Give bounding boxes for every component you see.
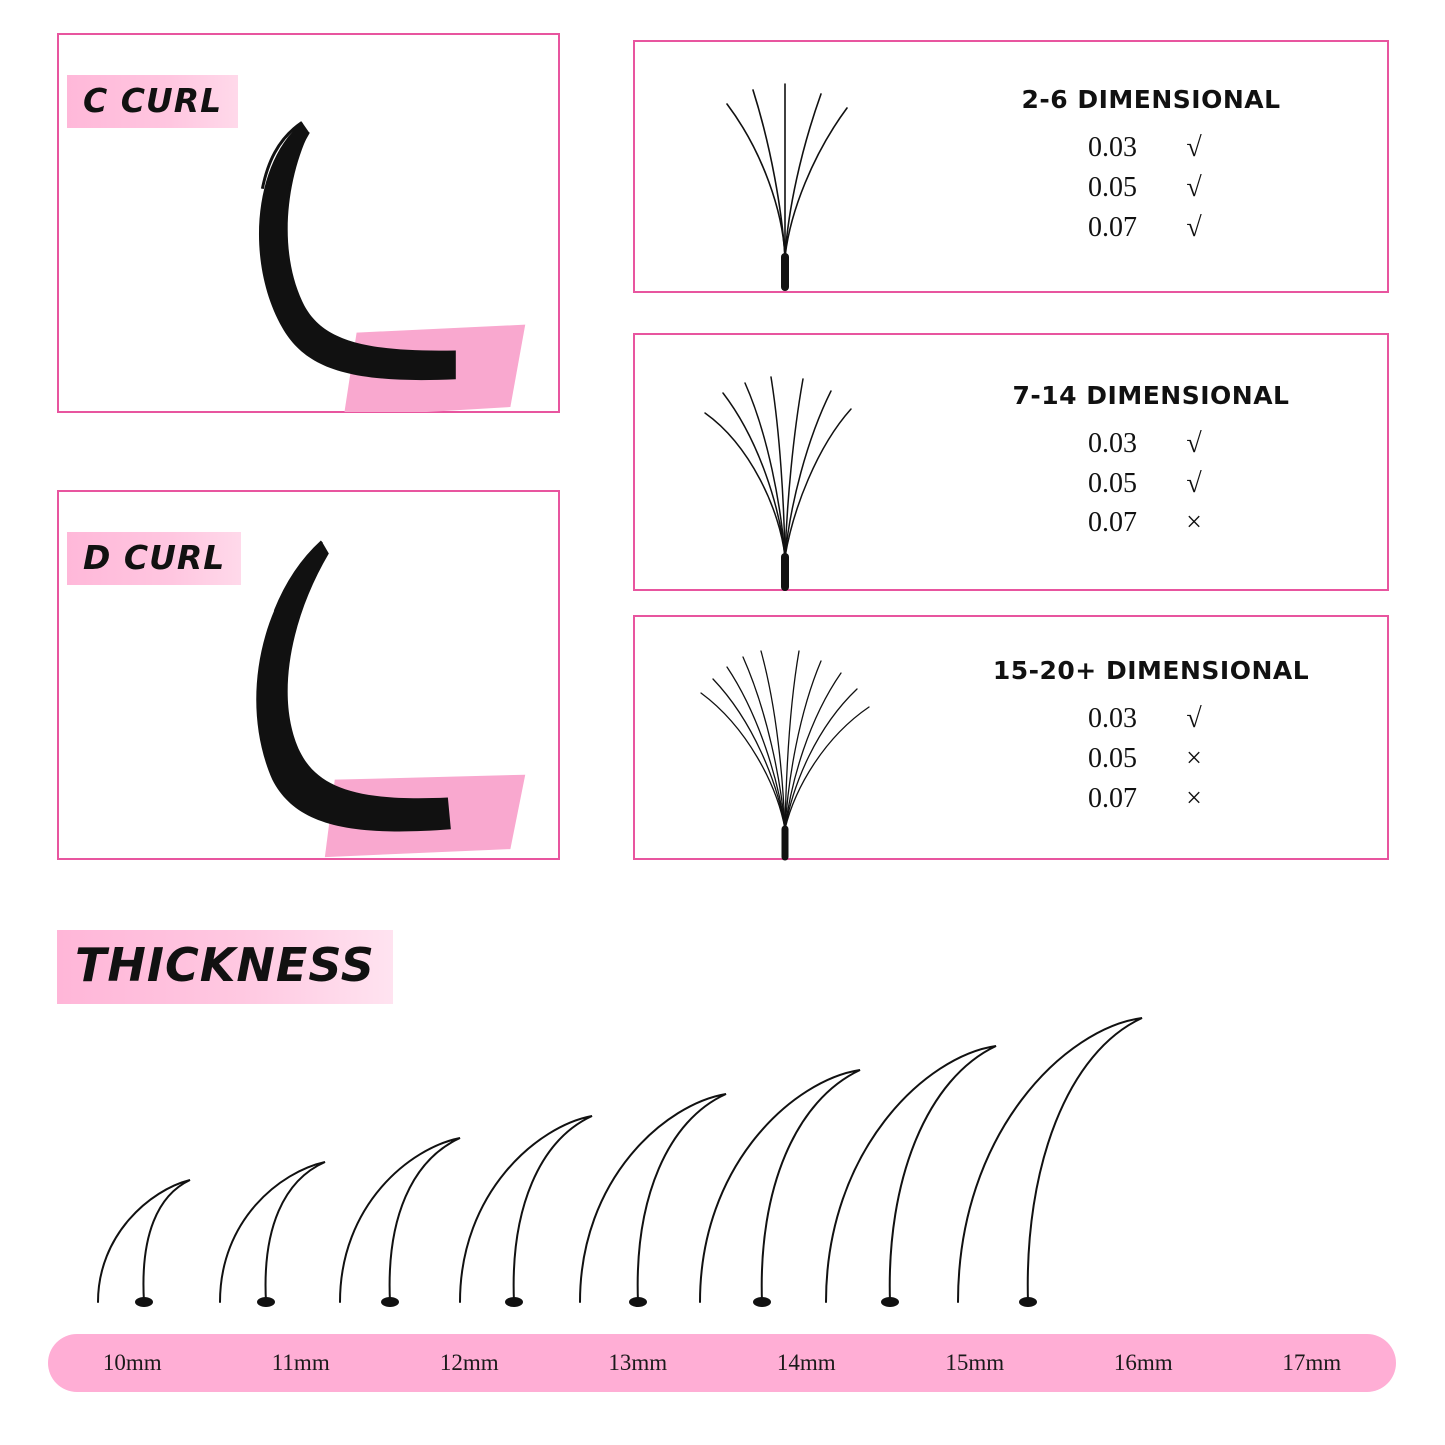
availability-mark: √: [1186, 467, 1202, 499]
d-curl-panel: [57, 490, 560, 860]
dimensional-title: 7-14 DIMENSIONAL: [1012, 380, 1290, 410]
dimensional-panel-15-20: [633, 615, 1389, 860]
length-label-bar: [48, 1334, 1396, 1392]
availability-mark: √: [1186, 427, 1202, 459]
lash-curve-17mm: [958, 1018, 1142, 1302]
dimensional-info-2-6: [935, 85, 1387, 247]
d-curl-tag: [67, 532, 241, 585]
c-curl-label: C CURL: [83, 81, 223, 120]
lash-curve-10mm: [98, 1180, 190, 1302]
thickness-label: THICKNESS: [75, 938, 375, 992]
thickness-row: [1088, 208, 1214, 248]
length-label-14mm: 14mm: [776, 1350, 836, 1375]
thickness-row: [1088, 739, 1214, 779]
thickness-row: [1088, 424, 1214, 464]
d-curl-label: D CURL: [83, 538, 226, 577]
lash-curve-14mm: [580, 1094, 726, 1302]
thickness-value: 0.03: [1088, 703, 1137, 735]
length-label-12mm: 12mm: [439, 1350, 499, 1375]
availability-mark: √: [1186, 172, 1202, 204]
fan-illustration-2-6: [635, 42, 935, 291]
availability-mark: √: [1186, 132, 1202, 164]
thickness-row: [1088, 503, 1214, 543]
lash-curve-16mm: [826, 1046, 996, 1302]
availability-mark: √: [1186, 703, 1202, 735]
availability-mark: ×: [1186, 782, 1202, 814]
length-label-16mm: 16mm: [1113, 1350, 1173, 1375]
thickness-value: 0.03: [1088, 132, 1137, 164]
length-label-15mm: 15mm: [945, 1350, 1005, 1375]
dimensional-info-7-14: [935, 381, 1387, 543]
length-label-17mm: 17mm: [1282, 1350, 1342, 1375]
thickness-row: [1088, 779, 1214, 819]
thickness-row: [1088, 128, 1214, 168]
lash-curve-15mm: [700, 1070, 860, 1302]
availability-mark: √: [1186, 211, 1202, 243]
thickness-row: [1088, 464, 1214, 504]
fan-illustration-15-20: [635, 617, 935, 858]
thickness-row: [1088, 168, 1214, 208]
thickness-row: [1088, 699, 1214, 739]
thickness-value: 0.07: [1088, 782, 1137, 814]
dimensional-panel-2-6: [633, 40, 1389, 293]
thickness-value: 0.05: [1088, 743, 1137, 775]
thickness-value: 0.05: [1088, 467, 1137, 499]
thickness-value: 0.03: [1088, 427, 1137, 459]
thickness-value: 0.05: [1088, 172, 1137, 204]
thickness-value: 0.07: [1088, 211, 1137, 243]
dimensional-title: 15-20+ DIMENSIONAL: [992, 656, 1310, 686]
lash-curve-11mm: [220, 1162, 325, 1302]
length-label-10mm: 10mm: [102, 1350, 162, 1375]
lash-curve-13mm: [460, 1116, 592, 1302]
dimensional-panel-7-14: [633, 333, 1389, 591]
lash-curve-12mm: [340, 1138, 460, 1302]
availability-mark: ×: [1186, 743, 1202, 775]
thickness-value: 0.07: [1088, 507, 1137, 539]
c-curl-panel: [57, 33, 560, 413]
lash-length-illustrations: [40, 980, 1410, 1310]
availability-mark: ×: [1186, 507, 1202, 539]
fan-illustration-7-14: [635, 335, 935, 589]
dimensional-title: 2-6 DIMENSIONAL: [1021, 85, 1281, 115]
length-label-13mm: 13mm: [608, 1350, 668, 1375]
c-curl-tag: [67, 75, 238, 128]
length-label-11mm: 11mm: [271, 1350, 330, 1375]
dimensional-info-15-20: [935, 656, 1387, 818]
